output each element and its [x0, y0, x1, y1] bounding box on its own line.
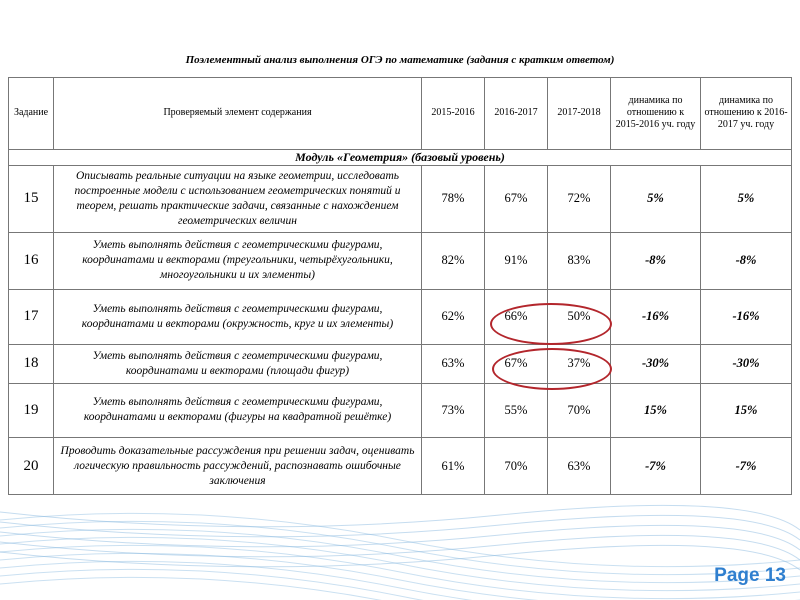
table-row: [9, 289, 792, 345]
dynamics-vs-2015-2016: -7%: [611, 438, 701, 495]
percent-2017-2018: 50%: [548, 289, 611, 345]
percent-2015-2016: 62%: [422, 289, 485, 345]
highlight-ellipse-row-17: [490, 303, 612, 345]
content-element: Уметь выполнять действия с геометрическими фигурами, координатами и векторами (окружность, круг и их элементы): [54, 289, 422, 345]
percent-2015-2016: 82%: [422, 232, 485, 289]
dynamics-vs-2015-2016: 15%: [611, 383, 701, 438]
content-element: Уметь выполнять действия с геометрическими фигурами, координатами и векторами (площади фигур): [54, 345, 422, 383]
percent-2017-2018: 72%: [548, 166, 611, 233]
header-dynamics-2: динамика по отношению к 2016-2017 уч. году: [701, 78, 792, 150]
task-number: 19: [9, 383, 54, 438]
table-row: [9, 232, 792, 289]
header-year-1: 2015-2016: [422, 78, 485, 150]
dynamics-vs-2015-2016: -16%: [611, 289, 701, 345]
dynamics-vs-2015-2016: 5%: [611, 166, 701, 233]
task-number: 20: [9, 438, 54, 495]
dynamics-vs-2016-2017: 15%: [701, 383, 792, 438]
header-element: Проверяемый элемент содержания: [54, 78, 422, 150]
dynamics-vs-2016-2017: -30%: [701, 345, 792, 383]
percent-2016-2017: 67%: [485, 345, 548, 383]
table-row: [9, 383, 792, 438]
content-element: Описывать реальные ситуации на языке геометрии, исследовать построенные модели с использованием геометрических понятий и теорем, решать практические задачи, связанные с нахождением геометрических величин: [54, 166, 422, 233]
percent-2016-2017: 70%: [485, 438, 548, 495]
table-row: [9, 166, 792, 233]
dynamics-vs-2016-2017: -7%: [701, 438, 792, 495]
task-number: 17: [9, 289, 54, 345]
task-number: 15: [9, 166, 54, 233]
dynamics-vs-2015-2016: -30%: [611, 345, 701, 383]
percent-2016-2017: 55%: [485, 383, 548, 438]
percent-2015-2016: 61%: [422, 438, 485, 495]
percent-2017-2018: 70%: [548, 383, 611, 438]
header-year-3: 2017-2018: [548, 78, 611, 150]
percent-2017-2018: 37%: [548, 345, 611, 383]
dynamics-vs-2016-2017: 5%: [701, 166, 792, 233]
module-row: [9, 149, 792, 165]
percent-2015-2016: 63%: [422, 345, 485, 383]
percent-2016-2017: 66%: [485, 289, 548, 345]
highlight-ellipse-row-18: [492, 348, 612, 390]
content-element: Уметь выполнять действия с геометрическими фигурами, координатами и векторами (треугольники, четырёхугольники, многоугольники и их элементы): [54, 232, 422, 289]
percent-2015-2016: 78%: [422, 166, 485, 233]
page-title: Поэлементный анализ выполнения ОГЭ по математике (задания с кратким ответом): [185, 54, 615, 66]
task-number: 16: [9, 232, 54, 289]
content-element: Проводить доказательные рассуждения при решении задач, оценивать логическую правильность рассуждений, распознавать ошибочные заключения: [54, 438, 422, 495]
percent-2016-2017: 91%: [485, 232, 548, 289]
page-number: Page 13: [714, 565, 786, 586]
task-number: 18: [9, 345, 54, 383]
header-row: [9, 78, 792, 150]
table-row: [9, 345, 792, 383]
header-year-2: 2016-2017: [485, 78, 548, 150]
percent-2017-2018: 63%: [548, 438, 611, 495]
percent-2015-2016: 73%: [422, 383, 485, 438]
table-row: [9, 438, 792, 495]
dynamics-vs-2016-2017: -8%: [701, 232, 792, 289]
percent-2017-2018: 83%: [548, 232, 611, 289]
header-dynamics-1: динамика по отношению к 2015-2016 уч. году: [611, 78, 701, 150]
module-title: Модуль «Геометрия» (базовый уровень): [9, 149, 792, 165]
results-table: [8, 77, 792, 495]
content-element: Уметь выполнять действия с геометрическими фигурами, координатами и векторами (фигуры на квадратной решётке): [54, 383, 422, 438]
percent-2016-2017: 67%: [485, 166, 548, 233]
header-task: Задание: [9, 78, 54, 150]
dynamics-vs-2015-2016: -8%: [611, 232, 701, 289]
dynamics-vs-2016-2017: -16%: [701, 289, 792, 345]
